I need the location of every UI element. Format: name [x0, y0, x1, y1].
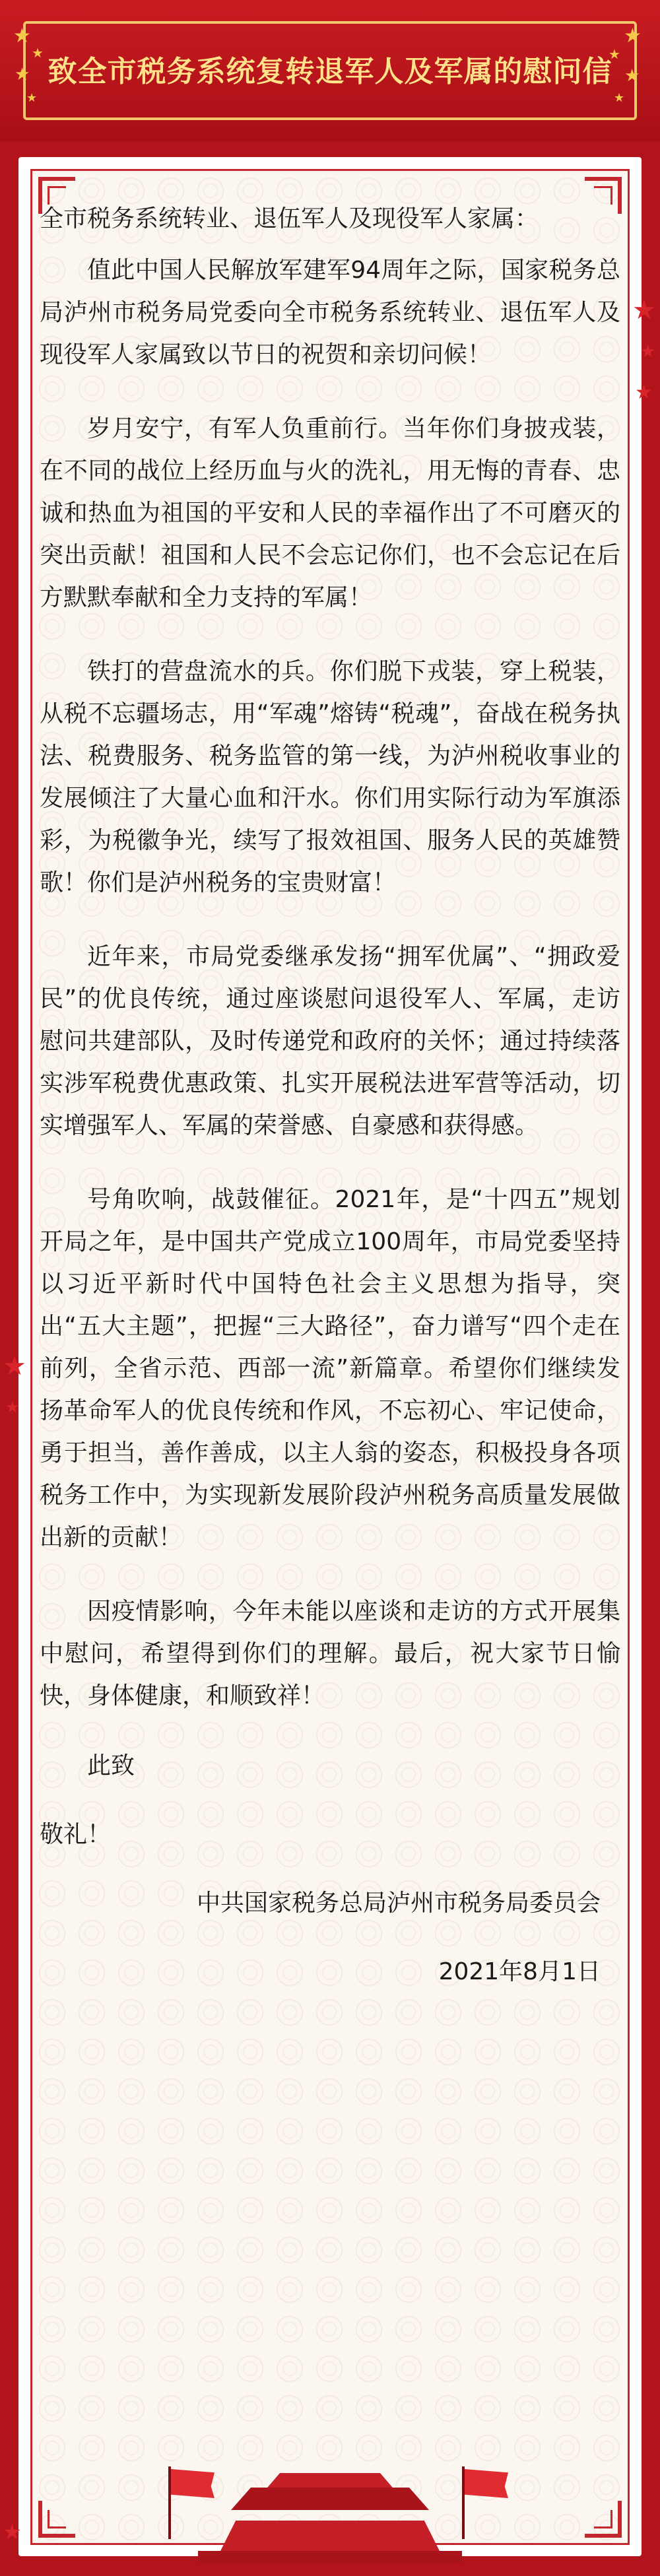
- paragraph: 铁打的营盘流水的兵。你们脱下戎装，穿上税装，从税不忘疆场志，用“军魂”熔铸“税魂”，奋战在税务执法、税费服务、税务监管的第一线，为泸州税收事业的发展倾注了大量心血和汗水。你们用实际行动为军旗添彩，为税徽争光，续写了报效祖国、服务人民的英雄赞歌！你们是泸州税务的宝贵财富！: [40, 658, 620, 896]
- star-icon: ★: [5, 1398, 20, 1416]
- star-icon: ★: [635, 381, 653, 404]
- star-icon: ★: [624, 66, 640, 86]
- paragraph: 岁月安宁，有军人负重前行。当年你们身披戎装，在不同的战位上经历血与火的洗礼，用无悔的青春、忠诚和热血为祖国的平安和人民的幸福作出了不可磨灭的突出贡献！祖国和人民不会忘记你们，也不会忘记在后方默默奉献和全力支持的军属！: [40, 415, 620, 611]
- signer: 中共国家税务总局泸州市税务局委员会: [196, 1890, 601, 1917]
- gate-base: [198, 2551, 462, 2563]
- regards: 敬礼！: [40, 1821, 112, 1848]
- star-icon: ★: [3, 2519, 22, 2544]
- star-icon: ★: [614, 91, 625, 105]
- star-icon: ★: [32, 45, 44, 61]
- star-icon: ★: [13, 24, 31, 48]
- star-icon: ★: [26, 91, 38, 105]
- star-icon: ★: [632, 295, 656, 325]
- star-icon: ★: [640, 342, 656, 362]
- star-icon: ★: [624, 24, 642, 48]
- salutation: 全市税务系统转业、退伍军人及现役军人家属：: [40, 205, 539, 232]
- paragraph: 因疫情影响，今年未能以座谈和走访的方式开展集中慰问，希望得到你们的理解。最后，祝大家节日愉快，身体健康，和顺致祥！: [40, 1598, 620, 1709]
- star-icon: ★: [3, 1351, 26, 1381]
- star-icon: ★: [15, 65, 30, 84]
- closing: 此致: [87, 1752, 135, 1779]
- paragraph: 号角吹响，战鼓催征。2021年，是“十四五”规划开局之年，是中国共产党成立100周年，市局党委坚持以习近平新时代中国特色社会主义思想为指导，突出“五大主题”，把握“三大路径”，奋力谱写“四个走在前列，全省示范、西部一流”新篇章。希望你们继续发扬革命军人的优良传统和作风，不忘初心、牢记使命，勇于担当，善作善成，以主人翁的姿态，积极投身各项税务工作中，为实现新发展阶段泸州税务高质量发展做出新的贡献！: [40, 1186, 620, 1551]
- letter-body: [40, 198, 620, 1993]
- letter-date: 2021年8月1日: [438, 1958, 601, 1985]
- header-banner: [0, 0, 660, 142]
- bottom-decoration: [0, 2451, 660, 2576]
- star-icon: ★: [609, 46, 620, 62]
- paragraph: 值此中国人民解放军建军94周年之际，国家税务总局泸州市税务局党委向全市税务系统转业、退伍军人及现役军人家属致以节日的祝贺和亲切问候！: [40, 257, 620, 368]
- gate-roof: [231, 2488, 429, 2510]
- page-title: 致全市税务系统复转退军人及军属的慰问信: [48, 55, 612, 88]
- paragraph: 近年来，市局党委继承发扬“拥军优属”、“拥政爱民”的优良传统，通过座谈慰问退役军人、军属，走访慰问共建部队，及时传递党和政府的关怀；通过持续落实涉军税费优惠政策、扎实开展税法进军营等活动，切实增强军人、军属的荣誉感、自豪感和获得感。: [40, 943, 620, 1139]
